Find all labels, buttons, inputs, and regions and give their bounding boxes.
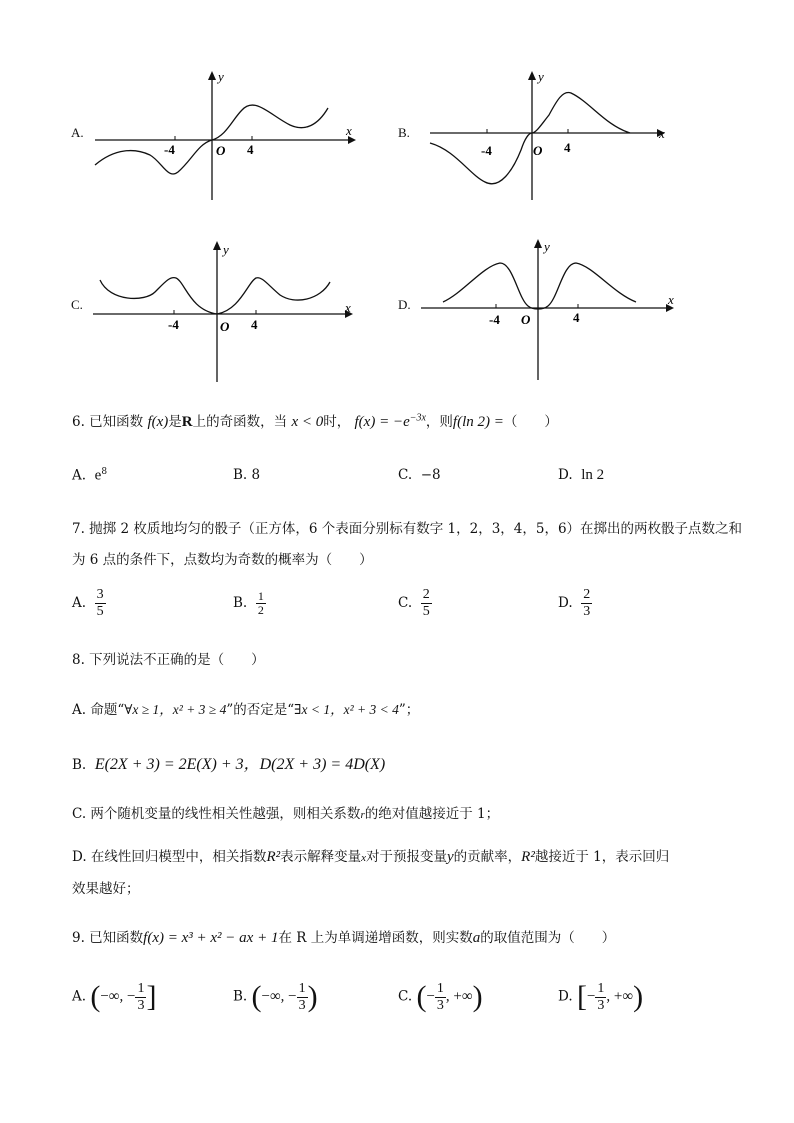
origin-label: O bbox=[216, 143, 226, 158]
fraction-num: 1 bbox=[597, 980, 605, 996]
graph-d-plot bbox=[418, 238, 683, 383]
origin-label: O bbox=[220, 319, 230, 334]
graph-b-plot bbox=[425, 70, 675, 205]
bracket-open: [ bbox=[576, 980, 587, 1013]
tick-pos-label: 4 bbox=[564, 140, 571, 155]
q8c-r: r bbox=[360, 809, 365, 821]
x-label: x bbox=[345, 300, 351, 315]
origin-label: O bbox=[521, 312, 531, 327]
question-9 bbox=[72, 926, 615, 947]
option-label: B. bbox=[233, 467, 248, 483]
curve bbox=[443, 263, 636, 309]
q6-t1: 是 bbox=[168, 414, 182, 430]
q8d-text5: 越接近于 1，表示回归 bbox=[534, 849, 670, 865]
q8c-post: 的绝对值越接近于 1； bbox=[364, 806, 500, 822]
y-label: y bbox=[544, 239, 550, 254]
q9-t2: 的取值范围为（ ） bbox=[480, 930, 616, 946]
q8d-text1: D. 在线性回归模型中，相关指数 bbox=[72, 849, 267, 865]
fraction-num: 1 bbox=[137, 980, 145, 996]
option-sup: 8 bbox=[101, 467, 108, 477]
x-label: x bbox=[346, 123, 352, 138]
tick-neg-label: -4 bbox=[164, 142, 175, 157]
q8a-proposition: ∀x ≥ 1，x² + 3 ≥ 4 bbox=[124, 702, 227, 717]
fraction-num: 1 bbox=[298, 980, 306, 996]
q6-ask: f(ln 2) = bbox=[452, 414, 504, 430]
q6-t2: 上的奇函数，当 bbox=[192, 414, 288, 430]
q6-R: R bbox=[181, 414, 193, 430]
interval-right: , +∞ bbox=[445, 988, 473, 1005]
option-fraction bbox=[256, 590, 266, 617]
q6-t3: 时， bbox=[323, 414, 351, 430]
bracket-close: ) bbox=[307, 980, 318, 1013]
q8a-post: ”； bbox=[398, 702, 420, 718]
y-label: y bbox=[223, 242, 229, 257]
option-fraction bbox=[421, 587, 432, 620]
graph-c bbox=[90, 240, 365, 385]
q8d-x: x bbox=[361, 852, 366, 864]
q9-option-d[interactable] bbox=[558, 980, 643, 1014]
q9-num: 9. 已知函数 bbox=[72, 930, 144, 946]
x-label: x bbox=[659, 126, 665, 141]
q6-option-b[interactable] bbox=[233, 467, 260, 483]
q8b-label: B. bbox=[72, 757, 87, 773]
q6-cond: x < 0 bbox=[291, 414, 324, 430]
q7-option-b[interactable] bbox=[233, 590, 266, 617]
q8-option-c[interactable] bbox=[72, 802, 499, 822]
q8b-formula: E(2X + 3) = 2E(X) + 3，D(2X + 3) = 4D(X) bbox=[94, 756, 386, 773]
y-axis-arrow bbox=[208, 71, 216, 80]
option-label: A. bbox=[72, 595, 87, 611]
interval-right: , +∞ bbox=[606, 988, 634, 1005]
fraction-num: 2 bbox=[583, 587, 591, 602]
fraction-den: 2 bbox=[257, 603, 264, 617]
q8-option-d-line2: 效果越好； bbox=[72, 881, 140, 897]
q6-paren: （ ） bbox=[503, 414, 558, 430]
graph-a-label: A. bbox=[71, 125, 84, 140]
q8d-text2: 表示解释变量 bbox=[280, 849, 362, 865]
question-6 bbox=[72, 410, 558, 431]
fraction-den: 3 bbox=[436, 997, 444, 1013]
option-label: C. bbox=[398, 467, 413, 483]
fraction-num: 1 bbox=[436, 980, 444, 996]
tick-pos-label: 4 bbox=[247, 142, 254, 157]
q6-t4: ，则 bbox=[425, 414, 453, 430]
option-value: 8 bbox=[251, 467, 261, 483]
graph-c-plot bbox=[90, 240, 365, 385]
graph-a bbox=[90, 70, 360, 205]
fraction-den: 3 bbox=[137, 997, 145, 1013]
q8d-y: y bbox=[447, 849, 454, 865]
q6-exp: −3x bbox=[409, 412, 426, 424]
interval-left: −∞, − bbox=[261, 988, 297, 1005]
option-label: A. bbox=[72, 988, 87, 1005]
bracket-close: ) bbox=[472, 980, 483, 1013]
origin-label: O bbox=[533, 143, 543, 158]
fraction-den: 5 bbox=[96, 604, 104, 619]
q6-fx: f(x) = −e bbox=[354, 414, 410, 430]
fraction-den: 3 bbox=[583, 604, 591, 619]
q8a-pre: A. 命题“ bbox=[72, 702, 125, 718]
fraction-num: 2 bbox=[422, 587, 430, 602]
graph-b-label: B. bbox=[398, 125, 410, 140]
interval-left: −∞, − bbox=[100, 988, 136, 1005]
q8a-mid: ”的否定是“ bbox=[226, 702, 295, 718]
option-value: −8 bbox=[420, 467, 441, 483]
q6-num: 6. 已知函数 bbox=[72, 414, 144, 430]
y-axis-arrow bbox=[213, 241, 221, 250]
q9-option-c[interactable] bbox=[398, 980, 483, 1014]
q6-option-c[interactable] bbox=[398, 467, 441, 483]
option-label: B. bbox=[233, 595, 248, 611]
option-label: A. bbox=[72, 467, 87, 484]
graph-c-label: C. bbox=[71, 297, 83, 312]
bracket-close: ] bbox=[146, 980, 157, 1013]
y-axis-arrow bbox=[528, 71, 536, 80]
fraction-num: 3 bbox=[96, 587, 104, 602]
q8d-R2: R² bbox=[266, 849, 281, 865]
question-7-line1: 7. 抛掷 2 枚质地均匀的骰子（正方体，6 个表面分别标有数字 1，2，3，4，5，6）在掷出的两枚骰子点数之和 bbox=[72, 521, 743, 537]
bracket-open: ( bbox=[90, 980, 101, 1013]
y-axis-arrow bbox=[534, 239, 542, 248]
q9-option-a[interactable] bbox=[72, 980, 156, 1014]
fraction-den: 3 bbox=[298, 997, 306, 1013]
bracket-close: ) bbox=[633, 980, 644, 1013]
question-7-line2: 为 6 点的条件下，点数均为奇数的概率为（ ） bbox=[72, 552, 373, 568]
graph-a-plot bbox=[90, 70, 360, 205]
tick-neg-label: -4 bbox=[481, 143, 492, 158]
bracket-open: ( bbox=[251, 980, 262, 1013]
graph-d-label: D. bbox=[398, 297, 411, 312]
option-fraction bbox=[135, 981, 146, 1014]
option-label: C. bbox=[398, 595, 413, 611]
graph-d bbox=[418, 238, 683, 383]
q7-option-a[interactable] bbox=[72, 587, 106, 620]
fraction-den: 5 bbox=[422, 604, 430, 619]
q9-fx: f(x) = x³ + x² − ax + 1 bbox=[143, 930, 279, 946]
fraction-num: 1 bbox=[257, 589, 264, 603]
interval-left: − bbox=[426, 988, 435, 1005]
option-label: D. bbox=[558, 595, 573, 611]
y-label: y bbox=[218, 69, 224, 84]
q8c-text: C. 两个随机变量的线性相关性越强，则相关系数 bbox=[72, 806, 361, 822]
tick-neg-label: -4 bbox=[489, 312, 500, 327]
curve bbox=[430, 92, 630, 183]
tick-pos-label: 4 bbox=[573, 310, 580, 325]
q7-option-d[interactable] bbox=[558, 587, 592, 620]
q8d-R2b: R² bbox=[521, 849, 535, 865]
q8-option-b[interactable] bbox=[72, 751, 385, 774]
x-label: x bbox=[668, 292, 674, 307]
tick-neg-label: -4 bbox=[168, 317, 179, 332]
q7-option-c[interactable] bbox=[398, 587, 432, 620]
curve bbox=[100, 278, 330, 314]
option-fraction bbox=[95, 587, 106, 620]
option-fraction bbox=[581, 587, 592, 620]
option-fraction bbox=[297, 981, 308, 1014]
question-8-stem: 8. 下列说法不正确的是（ ） bbox=[72, 652, 265, 668]
interval-left: − bbox=[586, 988, 596, 1005]
q9-t1: 在 R 上为单调递增函数，则实数 bbox=[278, 930, 473, 946]
option-label: B. bbox=[233, 988, 248, 1005]
option-label: D. bbox=[558, 467, 573, 483]
option-value: ln 2 bbox=[581, 467, 605, 483]
q8-option-d[interactable] bbox=[72, 845, 669, 866]
option-value: e bbox=[94, 467, 102, 484]
q9-option-b[interactable] bbox=[233, 980, 318, 1014]
option-label: C. bbox=[398, 988, 413, 1005]
q6-fdef: f(x) bbox=[147, 414, 169, 430]
fraction-den: 3 bbox=[597, 997, 605, 1013]
graph-b bbox=[425, 70, 675, 205]
q8d-text4: 的贡献率， bbox=[453, 849, 522, 865]
option-fraction bbox=[435, 981, 446, 1014]
q8d-text3: 对于预报变量 bbox=[366, 849, 447, 865]
q6-option-a[interactable] bbox=[72, 467, 107, 485]
q8a-negation: ∃x < 1，x² + 3 < 4 bbox=[294, 702, 399, 717]
tick-pos-label: 4 bbox=[251, 317, 258, 332]
q8-option-a[interactable] bbox=[72, 698, 419, 718]
bracket-open: ( bbox=[416, 980, 427, 1013]
y-label: y bbox=[538, 69, 544, 84]
option-fraction bbox=[595, 981, 606, 1014]
q6-option-d[interactable] bbox=[558, 467, 604, 484]
q9-a: a bbox=[472, 930, 481, 946]
option-label: D. bbox=[558, 988, 573, 1005]
